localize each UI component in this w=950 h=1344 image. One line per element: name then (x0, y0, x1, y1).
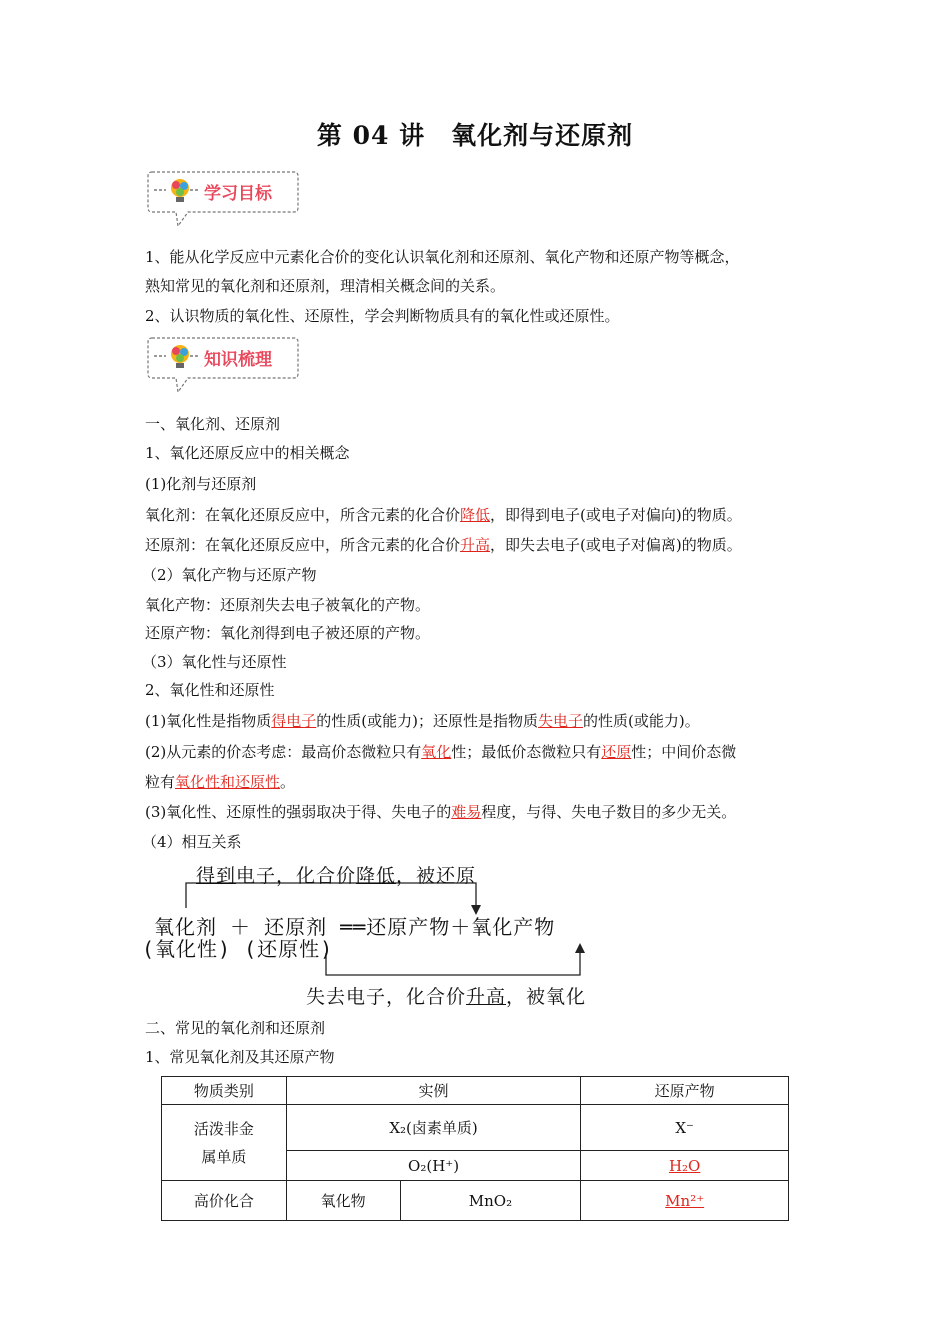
goal-line-3: 2、认识物质的氧化性、还原性，学会判断物质具有的氧化性或还原性。 (145, 307, 620, 325)
table-cell-category: 活泼非金 属单质 (162, 1105, 287, 1181)
key-term: 难易 (451, 803, 482, 821)
badge-label: 知识梳理 (204, 350, 272, 370)
table-cell: X⁻ (581, 1105, 789, 1151)
reductant-def: 还原剂：在氧化还原反应中，所含元素的化合价升高，即失去电子(或电子对偏离)的物质。 (145, 536, 742, 554)
key-term: 得电子 (271, 712, 317, 730)
key-term: 氧化 (421, 743, 452, 761)
statement-3: (3)氧化性、还原性的强弱取决于得、失电子的难易程度，与得、失电子数目的多少无关。 (145, 803, 737, 821)
statement-1: (1)氧化性是指物质得电子的性质(或能力)；还原性是指物质失电子的性质(或能力)。 (145, 712, 700, 730)
diagram-properties: (氧化性) (还原性) (142, 937, 334, 961)
key-term: 失电子 (537, 712, 583, 730)
table-cell: 氧化物 (286, 1181, 400, 1221)
section1-sub2: 2、氧化性和还原性 (145, 681, 275, 699)
para-2: （2）氧化产物与还原产物 (142, 566, 317, 584)
table-cell-category: 高价化合 (162, 1181, 287, 1221)
key-term: 还原 (601, 743, 632, 761)
diagram-equation: 氧化剂 ＋ 还原剂 ══还原产物＋氧化产物 (154, 915, 556, 939)
para-4: （4）相互关系 (142, 833, 242, 851)
section2-heading: 二、常见的氧化剂和还原剂 (145, 1019, 326, 1037)
oxidant-def: 氧化剂：在氧化还原反应中，所含元素的化合价降低，即得到电子(或电子对偏向)的物质。 (145, 506, 742, 524)
para-3: （3）氧化性与还原性 (142, 653, 287, 671)
table-header: 物质类别 (162, 1077, 287, 1105)
section1-sub1: 1、氧化还原反应中的相关概念 (145, 444, 350, 462)
section1-heading: 一、氧化剂、还原剂 (145, 415, 281, 433)
diagram-top-label: 得到电子，化合价降低，被还原 (196, 865, 477, 887)
table-cell: X₂(卤素单质) (286, 1105, 581, 1151)
diagram-bottom-label: 失去电子，化合价升高，被氧化 (306, 986, 587, 1008)
redox-relation-diagram (140, 855, 610, 1015)
badge-label: 学习目标 (204, 184, 272, 204)
section2-sub1: 1、常见氧化剂及其还原产物 (145, 1048, 335, 1066)
table-header-row (162, 1077, 789, 1105)
key-term: 升高 (460, 536, 491, 554)
table-cell: O₂(H⁺) (286, 1151, 581, 1181)
knowledge-badge (144, 334, 300, 396)
learning-goal-badge (144, 168, 300, 230)
table-header: 还原产物 (581, 1077, 789, 1105)
table-cell: H₂O (581, 1151, 789, 1181)
table-cell: MnO₂ (400, 1181, 581, 1221)
statement-2: (2)从元素的价态考虑：最高价态微粒只有氧化性；最低价态微粒只有还原性；中间价态微 (145, 743, 737, 761)
oxidant-table (161, 1076, 789, 1221)
key-term: 降低 (460, 506, 491, 524)
page-title: 第 04 讲 氧化剂与还原剂 (316, 121, 634, 150)
oxidation-product-def: 氧化产物：还原剂失去电子被氧化的产物。 (145, 596, 431, 614)
table-header: 实例 (286, 1077, 581, 1105)
para-1: (1)化剂与还原剂 (145, 475, 257, 493)
table-row (162, 1181, 789, 1221)
goal-line-1: 1、能从化学反应中元素化合价的变化认识氧化剂和还原剂、氧化产物和还原产物等概念， (145, 248, 740, 266)
key-term: 氧化性和还原性 (175, 773, 281, 791)
reduction-product-def: 还原产物：氧化剂得到电子被还原的产物。 (145, 624, 431, 642)
table-row (162, 1105, 789, 1151)
statement-2-cont: 粒有氧化性和还原性。 (145, 773, 296, 791)
table-cell: Mn²⁺ (581, 1181, 789, 1221)
goal-line-2: 熟知常见的氧化剂和还原剂，理清相关概念间的关系。 (145, 277, 506, 295)
